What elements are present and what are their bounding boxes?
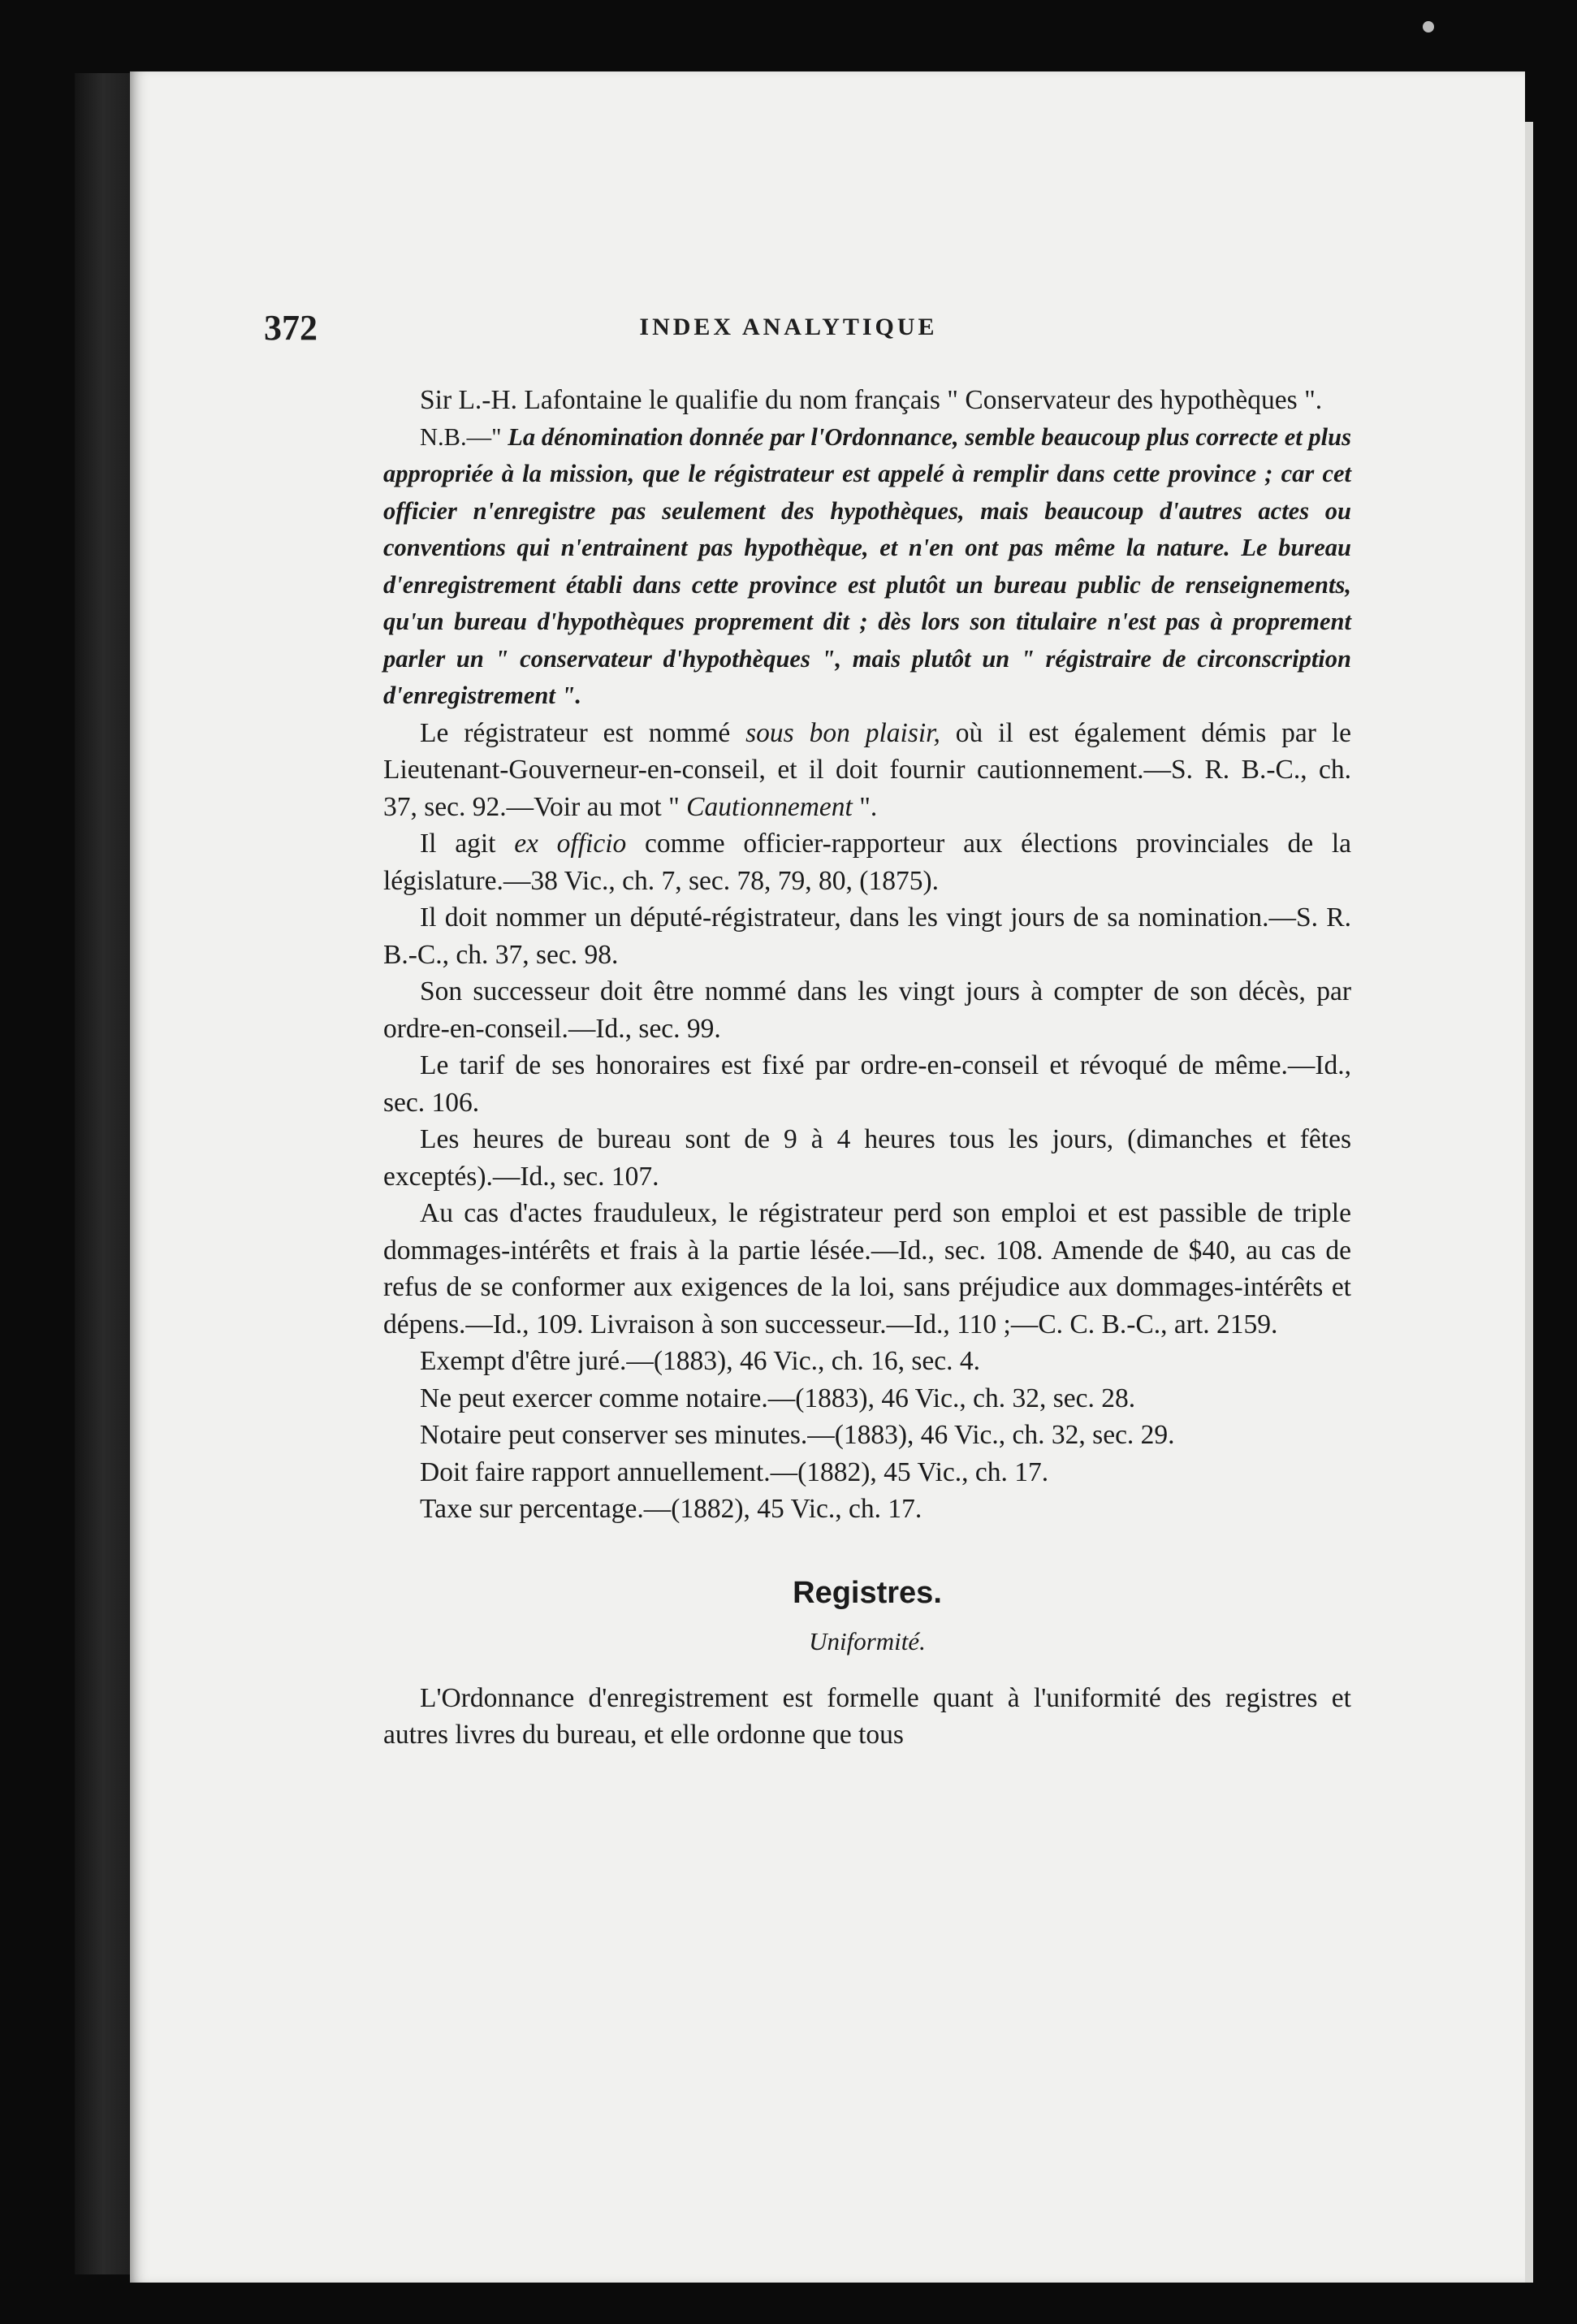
scan-speck: [1423, 21, 1434, 32]
book-binding-shadow: [75, 73, 138, 2274]
nb-quote: La dénomination donnée par l'Ordonnance, semble beaucoup plus correcte et plus appropriée à la mission, que le régistrateur est appelé à remplir dans cette province ; car cet officier n'enregistre pas seulement des hypothèques, mais beaucoup d'autres actes ou conventions qui n'entrainent pas hypothèque, et n'en ont pas même la nature. Le bureau d'enregistrement établi dans cette province est plutôt un bureau public de renseignements, qu'un bureau d'hypothèques proprement dit ; dès lors son titulaire n'est pas à proprement parler un " conservateur d'hypothèques ", mais plutôt un " régistraire de circonscription d'enregistrement ".: [383, 422, 1351, 709]
nb-lead: N.B.—": [420, 422, 508, 451]
paragraph: Sir L.-H. Lafontaine le qualifie du nom français " Conservateur des hypothèques ".: [420, 385, 1323, 415]
text-span: Il agit: [420, 829, 515, 859]
paragraph: Notaire peut conserver ses minutes.—(1883), 46 Vic., ch. 32, sec. 29.: [420, 1420, 1175, 1450]
paragraph: [383, 715, 1351, 826]
paragraph: Taxe sur percentage.—(1882), 45 Vic., ch. 17.: [420, 1494, 922, 1524]
page-number: 372: [264, 308, 318, 348]
paragraph: Exempt d'être juré.—(1883), 46 Vic., ch. 16, sec. 4.: [420, 1346, 980, 1376]
text-span: comme officier-rapporteur aux élections provinciales de la législature.—38 Vic., ch. 7, sec. 78, 79, 80, (1875).: [383, 829, 1351, 896]
paragraph: Son successeur doit être nommé dans les vingt jours à compter de son décès, par ordre-en-conseil.—Id., sec. 99.: [383, 976, 1351, 1044]
running-title: INDEX ANALYTIQUE: [639, 314, 938, 340]
italic-span: ex officio: [514, 829, 627, 859]
section-heading: Registres.: [793, 1575, 942, 1610]
paragraph: Il doit nommer un député-régistrateur, dans les vingt jours de sa nomination.—S. R. B.-C., ch. 37, sec. 98.: [383, 902, 1351, 970]
italic-span: sous bon plaisir,: [745, 717, 940, 748]
text-span: ".: [852, 791, 878, 822]
paragraph: Les heures de bureau sont de 9 à 4 heures tous les jours, (dimanches et fêtes exceptés).—Id., sec. 107.: [383, 1124, 1351, 1192]
paragraph: Ne peut exercer comme notaire.—(1883), 46 Vic., ch. 32, sec. 28.: [420, 1383, 1136, 1413]
italic-span: Cautionnement: [686, 791, 853, 822]
page-body: [383, 382, 1351, 1754]
paragraph: [383, 825, 1351, 899]
text-span: où il est également démis par le Lieutenant-Gouverneur-en-conseil, et il doit fournir cautionnement.—S. R. B.-C., ch. 37, sec. 92.—Voir au mot ": [383, 717, 1352, 822]
page-right-edge: [1525, 122, 1533, 2283]
paragraph: Doit faire rapport annuellement.—(1882), 45 Vic., ch. 17.: [420, 1456, 1049, 1487]
paragraph: Le tarif de ses honoraires est fixé par ordre-en-conseil et révoqué de même.—Id., sec. 106.: [383, 1050, 1351, 1118]
nb-paragraph: [383, 419, 1351, 715]
text-span: Le régistrateur est nommé: [420, 717, 746, 748]
page-header: [0, 307, 1577, 356]
paragraph: L'Ordonnance d'enregistrement est formelle quant à l'uniformité des registres et autres livres du bureau, et elle ordonne que tous: [383, 1682, 1351, 1750]
subsection-heading: Uniformité.: [809, 1627, 926, 1655]
paragraph: Au cas d'actes frauduleux, le régistrateur perd son emploi et est passible de triple dommages-intérêts et frais à la partie lésée.—Id., sec. 108. Amende de $40, au cas de refus de se conformer aux exigences de la loi, sans préjudice aux dommages-intérêts et dépens.—Id., 109. Livraison à son successeur.—Id., 110 ;—C. C. B.-C., art. 2159.: [383, 1198, 1351, 1339]
